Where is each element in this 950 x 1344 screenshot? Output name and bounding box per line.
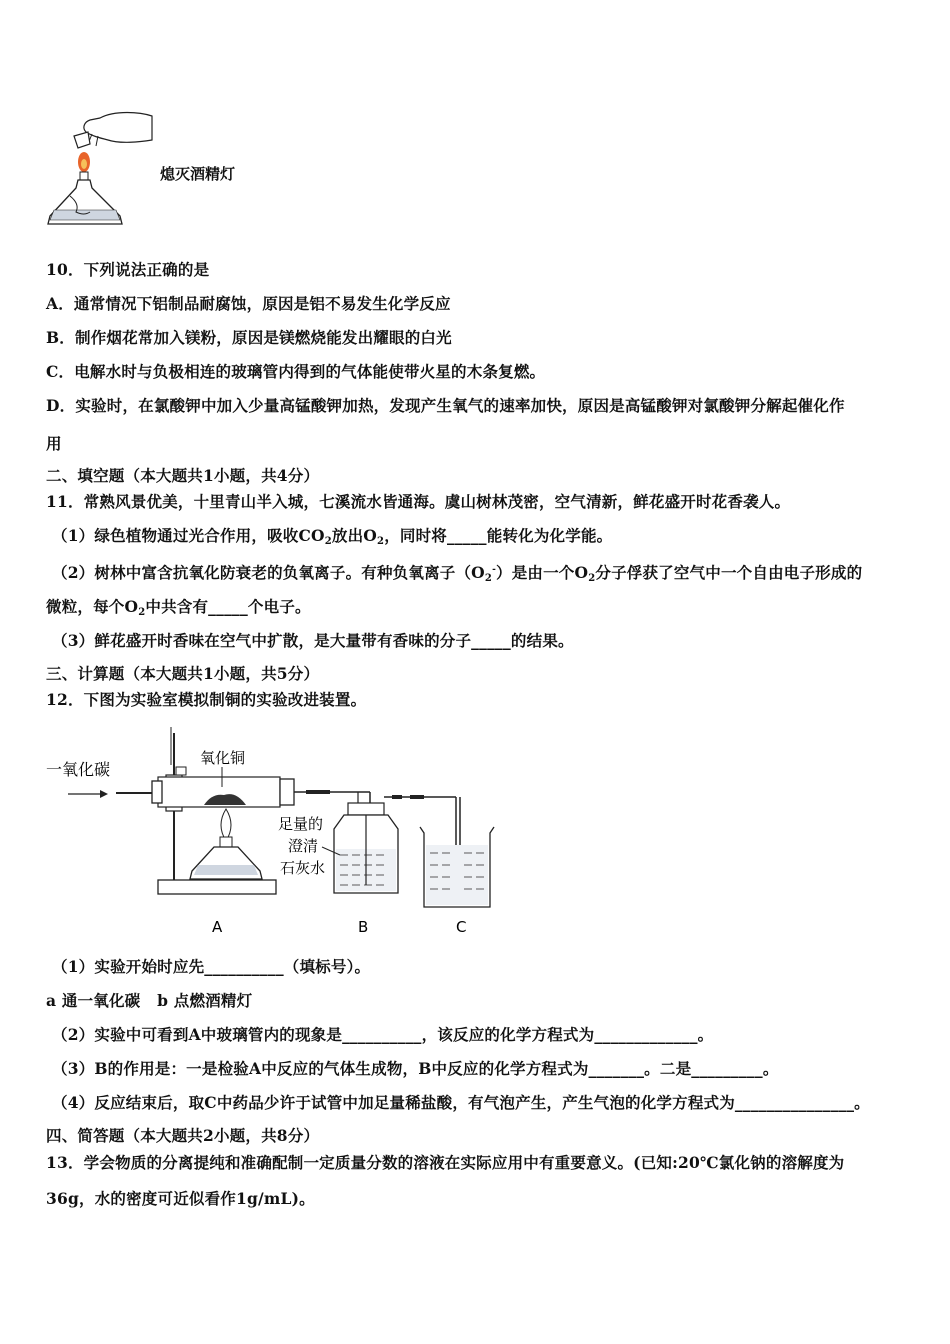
q12-part4: （4）反应结束后，取C中药品少许于试管中加足量稀盐酸，有气泡产生，产生气泡的化学方程式为_______________。 (52, 1093, 870, 1112)
q11-part2-line1: （2）树林中富含抗氧化防衰老的负氧离子。有种负氧离子$(O_2^-)$是由一个$O_2$分子俘获了空气中一个自由电子形成的 (52, 563, 863, 584)
co-label: 一氧化碳 (46, 760, 111, 779)
apparatus-label-a: A (212, 918, 223, 936)
section-4-title: 四、简答题（本大题共2小题，共8分） (46, 1126, 320, 1145)
q11-part2-line2: 微粒，每个$O_2$中共含有_____个电子。 (46, 597, 311, 618)
lime-label-2: 澄清 (288, 837, 319, 855)
q12-part3: （3）B的作用是：一是检验A中反应的气体生成物，B中反应的化学方程式为_______。二是_________。 (52, 1059, 779, 1078)
q12-part1: （1）实验开始时应先__________（填标号）。 (52, 957, 371, 976)
section-3-title: 三、计算题（本大题共1小题，共5分） (46, 664, 320, 683)
alcohol-lamp-figure (40, 100, 160, 230)
apparatus-label-b: B (358, 918, 369, 936)
stand-base (158, 880, 276, 894)
copper-reduction-apparatus (40, 725, 510, 940)
q10-option-a: A．通常情况下铝制品耐腐蚀，原因是铝不易发生化学反应 (46, 294, 451, 313)
q10-stem: 10．下列说法正确的是 (46, 260, 210, 279)
q12-stem: 12．下图为实验室模拟制铜的实验改进装置。 (46, 690, 367, 709)
q12-options: a 通一氧化碳 b 点燃酒精灯 (46, 991, 253, 1010)
lime-label-1: 足量的 (278, 815, 324, 833)
q10-option-d-line1: D．实验时，在氯酸钾中加入少量高锰酸钾加热，发现产生氧气的速率加快，原因是高锰酸钾对氯酸钾分解起催化作 (46, 396, 845, 415)
cuo-label: 氧化铜 (200, 749, 246, 767)
q11-stem: 11．常熟风景优美，十里青山半入城，七溪流水皆通海。虞山树林茂密，空气清新，鲜花盛开时花香袭人。 (46, 492, 791, 511)
q11-part1: （1）绿色植物通过光合作用，吸收$CO_2$放出$O_2$，同时将_____能转化为化学能。 (52, 526, 613, 547)
lamp-cap (74, 132, 90, 148)
q12-part2: （2）实验中可看到A中玻璃管内的现象是__________，该反应的化学方程式为_____________。 (52, 1025, 714, 1044)
section-2-title: 二、填空题（本大题共1小题，共4分） (46, 466, 320, 485)
burner-flame (221, 809, 231, 841)
q10-option-c: C．电解水时与负极相连的玻璃管内得到的气体能使带火星的木条复燃。 (46, 362, 546, 381)
q10-option-d-line2: 用 (46, 434, 62, 453)
lime-label-3: 石灰水 (280, 859, 326, 877)
q13-line2: 36g，水的密度可近似看作1g/mL)。 (46, 1189, 315, 1208)
co-arrow-icon (100, 790, 108, 798)
apparatus-label-c: C (456, 918, 467, 936)
q11-part3: （3）鲜花盛开时香味在空气中扩散，是大量带有香味的分子_____的结果。 (52, 631, 574, 650)
q10-option-b: B．制作烟花常加入镁粉，原因是镁燃烧能发出耀眼的白光 (46, 328, 452, 347)
q13-line1: 13．学会物质的分离提纯和准确配制一定质量分数的溶液在实际应用中有重要意义。(已知:20℃氯化钠的溶解度为 (46, 1153, 845, 1172)
hand-illustration (84, 113, 152, 143)
lamp-caption: 熄灭酒精灯 (160, 165, 236, 183)
